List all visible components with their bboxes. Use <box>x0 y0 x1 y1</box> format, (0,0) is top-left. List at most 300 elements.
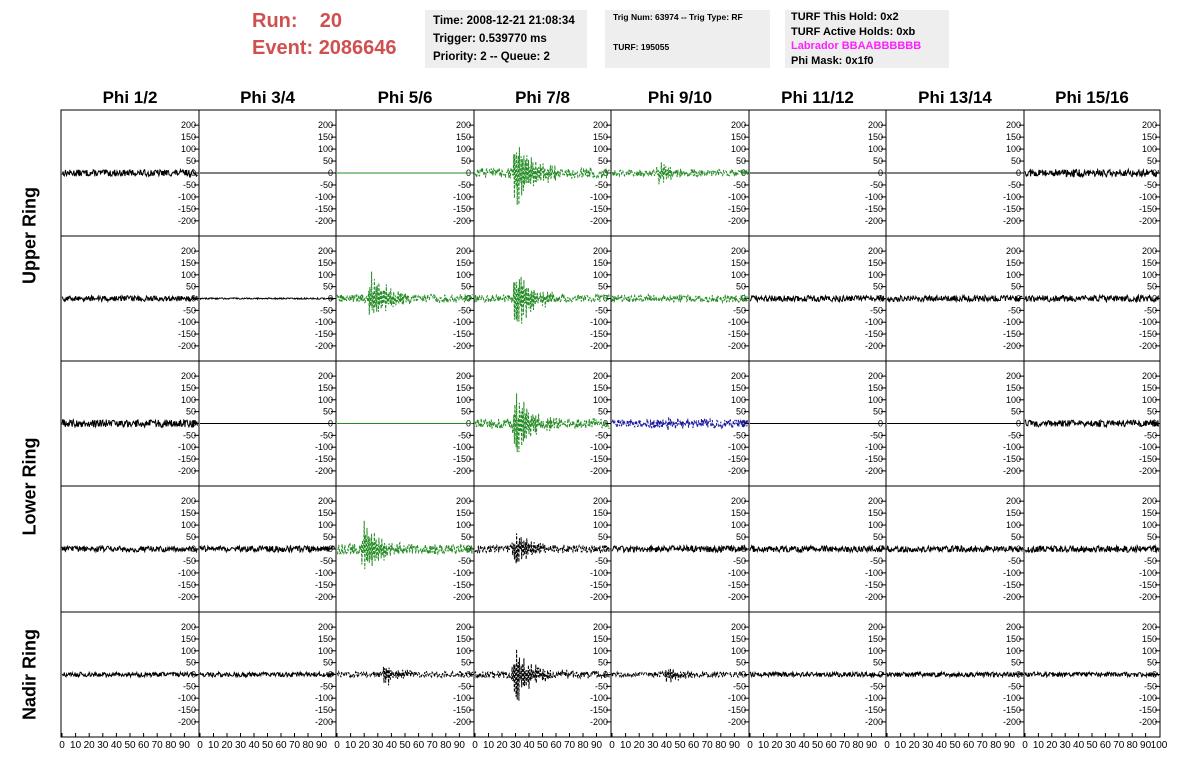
y-tick-label: 150 <box>180 508 196 519</box>
y-tick-label: 50 <box>322 532 333 543</box>
y-tick-label: 200 <box>867 371 883 382</box>
y-tick-label: 150 <box>1141 257 1157 268</box>
y-tick-label: 150 <box>1141 508 1157 519</box>
x-tick-label: 80 <box>1126 740 1138 751</box>
x-tick-label: 70 <box>1113 740 1125 751</box>
y-tick-label: 0 <box>1151 293 1157 304</box>
y-tick-label: -200 <box>314 215 333 226</box>
y-tick-label: -200 <box>589 465 608 476</box>
y-tick-label: -100 <box>1002 567 1021 578</box>
y-tick-label: 200 <box>730 622 746 633</box>
y-tick-label: -200 <box>452 340 471 351</box>
x-tick-label: 30 <box>1059 740 1071 751</box>
x-tick-label: 10 <box>207 740 220 751</box>
y-tick-label: -100 <box>1138 567 1157 578</box>
x-tick-label: 50 <box>536 740 549 751</box>
y-tick-label: -150 <box>1002 579 1021 590</box>
y-tick-label: 0 <box>740 293 746 304</box>
y-tick-label: 0 <box>1015 168 1021 178</box>
y-tick-label: 100 <box>867 645 883 656</box>
y-tick-label: -100 <box>727 317 746 328</box>
y-tick-label: 50 <box>735 657 746 668</box>
y-tick-label: -50 <box>869 179 883 190</box>
panel-r0-c0 <box>61 110 199 236</box>
y-tick-label: 100 <box>1141 520 1157 531</box>
y-tick-label: 100 <box>730 520 746 531</box>
y-tick-label: 150 <box>317 508 333 519</box>
x-tick-label: 10 <box>345 740 357 751</box>
panel-r4-c3 <box>472 612 611 751</box>
run-value: 20 <box>319 10 343 32</box>
panel-r2-c5 <box>749 361 886 486</box>
y-tick-label: 50 <box>1146 532 1157 543</box>
y-tick-label: -150 <box>177 705 196 716</box>
y-tick-label: -200 <box>177 215 196 226</box>
y-tick-label: 50 <box>1010 406 1021 417</box>
y-tick-label: 0 <box>327 418 333 429</box>
y-tick-label: -100 <box>177 442 196 453</box>
y-tick-label: -200 <box>727 215 746 226</box>
run-label: Run: <box>252 10 298 32</box>
y-tick-label: 150 <box>180 633 196 644</box>
y-tick-label: 150 <box>317 382 333 393</box>
y-tick-label: -100 <box>314 567 333 578</box>
ring-label-2: Lower Ring <box>19 437 40 535</box>
x-tick-label: 40 <box>660 740 672 751</box>
y-tick-label: 150 <box>455 257 471 268</box>
panel-r3-c6 <box>886 486 1024 612</box>
x-tick-label: 70 <box>288 740 301 751</box>
panel-r2-c4 <box>611 361 749 486</box>
y-tick-label: 100 <box>180 269 196 280</box>
x-tick-label: 100 <box>1150 740 1168 751</box>
x-tick-label: 50 <box>399 740 411 751</box>
x-tick-label: 90 <box>865 740 878 751</box>
x-tick-label: 90 <box>1003 740 1015 751</box>
y-tick-label: 100 <box>1005 520 1021 531</box>
y-tick-label: -50 <box>732 555 746 566</box>
panel-r0-c3 <box>474 110 611 236</box>
y-tick-label: -50 <box>594 305 608 316</box>
y-tick-label: -50 <box>457 305 471 316</box>
y-tick-label: 50 <box>872 156 883 167</box>
panel-r4-c0 <box>59 612 199 751</box>
y-tick-label: 200 <box>1005 246 1021 257</box>
y-tick-label: -200 <box>864 215 883 226</box>
y-tick-label: 200 <box>180 246 196 257</box>
y-tick-label: 0 <box>602 418 608 429</box>
y-tick-label: -50 <box>319 681 333 692</box>
y-tick-label: 150 <box>730 508 746 519</box>
y-tick-label: -50 <box>1007 305 1021 316</box>
x-tick-label: 70 <box>976 740 988 751</box>
panel-r3-c2 <box>336 486 474 612</box>
y-tick-label: -50 <box>1143 179 1157 190</box>
y-tick-label: 150 <box>317 633 333 644</box>
y-tick-label: 100 <box>180 144 196 155</box>
y-tick-label: 150 <box>1005 633 1021 644</box>
x-tick-label: 50 <box>1086 740 1098 751</box>
x-tick-label: 0 <box>334 740 340 751</box>
x-tick-label: 90 <box>315 740 328 751</box>
x-tick-label: 70 <box>426 740 438 751</box>
y-tick-label: 0 <box>465 669 471 680</box>
panel-r3-c0 <box>61 486 199 612</box>
y-tick-label: -100 <box>589 317 608 328</box>
y-tick-label: -150 <box>1138 329 1157 340</box>
y-tick-label: -100 <box>452 693 471 704</box>
y-tick-label: -200 <box>177 716 196 727</box>
panel-r1-c4 <box>611 236 749 361</box>
x-tick-label: 20 <box>83 740 95 751</box>
panel-r0-c5 <box>749 110 886 236</box>
y-tick-label: 150 <box>867 382 883 393</box>
x-tick-label: 10 <box>757 740 770 751</box>
y-tick-label: 200 <box>1141 496 1157 507</box>
y-tick-label: 150 <box>730 257 746 268</box>
y-tick-label: 150 <box>1141 633 1157 644</box>
x-tick-label: 40 <box>798 740 810 751</box>
y-tick-label: 50 <box>1010 156 1021 167</box>
y-tick-label: 150 <box>180 257 196 268</box>
y-tick-label: 50 <box>460 406 471 417</box>
y-tick-label: 100 <box>867 394 883 405</box>
x-tick-label: 70 <box>701 740 713 751</box>
panel-r0-c2 <box>336 110 474 236</box>
y-tick-label: -200 <box>589 340 608 351</box>
y-tick-label: -200 <box>864 591 883 602</box>
y-tick-label: -200 <box>1002 465 1021 476</box>
y-tick-label: 100 <box>1141 144 1157 155</box>
y-tick-label: 0 <box>190 418 196 429</box>
phi-header-3: Phi 5/6 <box>377 88 433 107</box>
phi-header-4: Phi 7/8 <box>515 88 570 107</box>
x-tick-label: 0 <box>472 740 478 751</box>
phi-header-2: Phi 3/4 <box>240 88 295 107</box>
y-tick-label: -50 <box>732 430 746 441</box>
y-tick-label: 0 <box>190 168 196 178</box>
y-tick-label: 50 <box>1146 281 1157 292</box>
labrador-text: Labrador BBAABBBBBB <box>791 40 922 52</box>
y-tick-label: 200 <box>317 371 333 382</box>
panel-r0-c4 <box>611 110 749 236</box>
y-tick-label: 50 <box>872 406 883 417</box>
panel-r0-c7 <box>1024 110 1160 236</box>
y-tick-label: 100 <box>317 144 333 155</box>
y-tick-label: -150 <box>1138 454 1157 465</box>
panel-r3-c5 <box>749 486 886 612</box>
y-tick-label: -150 <box>589 329 608 340</box>
y-tick-label: -200 <box>1002 340 1021 351</box>
y-tick-label: -50 <box>1007 430 1021 441</box>
y-tick-label: -100 <box>727 191 746 202</box>
y-tick-label: 200 <box>592 371 608 382</box>
x-tick-label: 20 <box>496 740 508 751</box>
y-tick-label: 200 <box>730 246 746 257</box>
y-tick-label: 100 <box>317 520 333 531</box>
y-tick-label: 200 <box>317 496 333 507</box>
x-tick-label: 60 <box>1099 740 1111 751</box>
y-tick-label: -50 <box>182 179 196 190</box>
y-tick-label: -200 <box>727 465 746 476</box>
panel-r2-c0 <box>61 361 199 486</box>
y-tick-label: -150 <box>1138 579 1157 590</box>
panel-r1-c1 <box>199 236 336 361</box>
y-tick-label: 0 <box>877 293 883 304</box>
y-tick-label: 200 <box>455 246 471 257</box>
y-tick-label: -100 <box>864 442 883 453</box>
y-tick-label: 50 <box>1010 532 1021 543</box>
y-tick-label: -200 <box>864 716 883 727</box>
y-tick-label: -50 <box>182 555 196 566</box>
y-tick-label: -200 <box>589 215 608 226</box>
x-tick-label: 60 <box>550 740 562 751</box>
y-tick-label: -100 <box>177 567 196 578</box>
y-tick-label: 0 <box>327 293 333 304</box>
x-tick-label: 90 <box>1140 740 1152 751</box>
trigger-text: Trigger: 0.539770 ms <box>433 33 547 45</box>
y-tick-label: 150 <box>730 633 746 644</box>
y-tick-label: 100 <box>730 394 746 405</box>
x-tick-label: 0 <box>609 740 615 751</box>
y-tick-label: 100 <box>1005 394 1021 405</box>
x-tick-label: 50 <box>811 740 824 751</box>
y-tick-label: 100 <box>455 645 471 656</box>
y-tick-label: 50 <box>597 657 608 668</box>
y-tick-label: 200 <box>1141 120 1157 131</box>
y-tick-label: -100 <box>314 317 333 328</box>
y-tick-label: -150 <box>314 579 333 590</box>
y-tick-label: 0 <box>465 168 471 178</box>
y-tick-label: 50 <box>735 406 746 417</box>
y-tick-label: 150 <box>180 382 196 393</box>
y-tick-label: 150 <box>592 508 608 519</box>
y-tick-label: -100 <box>177 191 196 202</box>
y-tick-label: 50 <box>872 657 883 668</box>
x-tick-label: 30 <box>97 740 109 751</box>
y-tick-label: 150 <box>1141 132 1157 143</box>
x-tick-label: 20 <box>908 740 920 751</box>
y-tick-label: 200 <box>180 120 196 131</box>
x-tick-label: 0 <box>1022 740 1028 751</box>
y-tick-label: 0 <box>190 669 196 680</box>
y-tick-label: -150 <box>314 454 333 465</box>
x-tick-label: 90 <box>178 740 190 751</box>
y-tick-label: 150 <box>1005 257 1021 268</box>
y-tick-label: -150 <box>589 203 608 214</box>
time-text: Time: 2008-12-21 21:08:34 <box>433 15 575 27</box>
y-tick-label: 200 <box>867 120 883 131</box>
y-tick-label: -50 <box>594 681 608 692</box>
priority-text: Priority: 2 -- Queue: 2 <box>433 51 550 63</box>
y-tick-label: 100 <box>455 269 471 280</box>
y-tick-label: 50 <box>460 657 471 668</box>
y-tick-label: -200 <box>452 215 471 226</box>
y-tick-label: -50 <box>319 430 333 441</box>
y-tick-label: 50 <box>1010 657 1021 668</box>
panel-r4-c7 <box>1022 612 1168 751</box>
y-tick-label: -100 <box>452 567 471 578</box>
turf-text: TURF: 195055 <box>613 42 670 52</box>
y-tick-label: -150 <box>177 579 196 590</box>
y-tick-label: -100 <box>589 693 608 704</box>
y-tick-label: 200 <box>180 622 196 633</box>
y-tick-label: 150 <box>730 382 746 393</box>
x-tick-label: 90 <box>590 740 603 751</box>
y-tick-label: 150 <box>317 257 333 268</box>
y-tick-label: -200 <box>864 340 883 351</box>
y-tick-label: 200 <box>592 120 608 131</box>
y-tick-label: 0 <box>1015 293 1021 304</box>
y-tick-label: -200 <box>452 591 471 602</box>
y-tick-label: -100 <box>314 191 333 202</box>
y-tick-label: -200 <box>314 591 333 602</box>
y-tick-label: 100 <box>592 520 608 531</box>
y-tick-label: 150 <box>867 508 883 519</box>
y-tick-label: 150 <box>592 382 608 393</box>
y-tick-label: 50 <box>460 532 471 543</box>
y-tick-label: 0 <box>465 418 471 429</box>
x-tick-label: 80 <box>165 740 177 751</box>
y-tick-label: 100 <box>1005 269 1021 280</box>
panel-r3-c1 <box>199 486 336 612</box>
y-tick-label: 100 <box>180 394 196 405</box>
y-tick-label: 100 <box>455 144 471 155</box>
y-tick-label: 150 <box>455 508 471 519</box>
phi-header-5: Phi 9/10 <box>647 88 713 107</box>
y-tick-label: 0 <box>877 418 883 429</box>
y-tick-label: 50 <box>322 657 333 668</box>
y-tick-label: 150 <box>1005 508 1021 519</box>
y-tick-label: -200 <box>1138 591 1157 602</box>
y-tick-label: -50 <box>732 681 746 692</box>
y-tick-label: 200 <box>455 371 471 382</box>
y-tick-label: 50 <box>1146 156 1157 167</box>
panel-r2-c1 <box>199 361 336 486</box>
y-tick-label: 50 <box>735 281 746 292</box>
y-tick-label: -100 <box>1138 693 1157 704</box>
x-tick-label: 50 <box>949 740 961 751</box>
y-tick-label: -50 <box>457 555 471 566</box>
y-tick-label: -100 <box>1138 191 1157 202</box>
x-tick-label: 80 <box>715 740 727 751</box>
y-tick-label: -150 <box>177 329 196 340</box>
y-tick-label: -150 <box>314 203 333 214</box>
x-tick-label: 80 <box>302 740 314 751</box>
ring-label-3: Nadir Ring <box>19 628 40 720</box>
y-tick-label: 50 <box>1010 281 1021 292</box>
y-tick-label: -150 <box>864 454 883 465</box>
y-tick-label: -150 <box>864 705 883 716</box>
panel-r4-c6 <box>884 612 1024 751</box>
y-tick-label: 100 <box>180 645 196 656</box>
x-tick-label: 10 <box>895 740 907 751</box>
y-tick-label: -100 <box>1138 442 1157 453</box>
y-tick-label: 50 <box>460 156 471 167</box>
panel-r0-c1 <box>199 110 336 236</box>
y-tick-label: -50 <box>732 305 746 316</box>
y-tick-label: 100 <box>592 144 608 155</box>
y-tick-label: 0 <box>190 293 196 304</box>
y-tick-label: -100 <box>314 693 333 704</box>
y-tick-label: -50 <box>1143 681 1157 692</box>
y-tick-label: 100 <box>1141 269 1157 280</box>
y-tick-label: -50 <box>732 179 746 190</box>
y-tick-label: 0 <box>740 544 746 554</box>
y-tick-label: 50 <box>872 532 883 543</box>
y-tick-label: 200 <box>1005 120 1021 131</box>
y-tick-label: 0 <box>1151 669 1157 680</box>
y-tick-label: 50 <box>322 156 333 167</box>
x-tick-label: 40 <box>248 740 260 751</box>
x-tick-label: 80 <box>852 740 864 751</box>
panel-r1-c6 <box>886 236 1024 361</box>
y-tick-label: -50 <box>457 681 471 692</box>
y-tick-label: -200 <box>1002 591 1021 602</box>
x-tick-label: 90 <box>453 740 465 751</box>
y-tick-label: 150 <box>592 132 608 143</box>
x-tick-label: 40 <box>385 740 397 751</box>
y-tick-label: 200 <box>867 622 883 633</box>
y-tick-label: 100 <box>592 269 608 280</box>
y-tick-label: -100 <box>1002 191 1021 202</box>
y-tick-label: -200 <box>1138 340 1157 351</box>
panel-r2-c6 <box>886 361 1024 486</box>
panel-r4-c5 <box>747 612 886 751</box>
y-tick-label: -50 <box>869 430 883 441</box>
y-tick-label: -150 <box>589 579 608 590</box>
y-tick-label: -150 <box>727 329 746 340</box>
y-tick-label: 100 <box>1141 394 1157 405</box>
y-tick-label: -150 <box>452 329 471 340</box>
panel-r4-c2 <box>334 612 474 751</box>
y-tick-label: -100 <box>727 693 746 704</box>
y-tick-label: -50 <box>594 179 608 190</box>
x-tick-label: 0 <box>197 740 203 751</box>
y-tick-label: 50 <box>185 532 196 543</box>
y-tick-label: 200 <box>730 120 746 131</box>
y-tick-label: 200 <box>455 120 471 131</box>
y-tick-label: 100 <box>1005 645 1021 656</box>
y-tick-label: -100 <box>727 442 746 453</box>
y-tick-label: 0 <box>740 418 746 429</box>
y-tick-label: 150 <box>1005 132 1021 143</box>
y-tick-label: -200 <box>1002 215 1021 226</box>
y-tick-label: -150 <box>727 203 746 214</box>
y-tick-label: -50 <box>594 430 608 441</box>
x-tick-label: 20 <box>358 740 370 751</box>
panel-r4-c4 <box>609 612 749 751</box>
x-tick-label: 70 <box>151 740 163 751</box>
y-tick-label: 150 <box>592 633 608 644</box>
y-tick-label: 50 <box>597 406 608 417</box>
y-tick-label: -100 <box>589 442 608 453</box>
y-tick-label: 50 <box>1146 657 1157 668</box>
panel-r0-c6 <box>886 110 1024 236</box>
y-tick-label: -200 <box>177 591 196 602</box>
y-tick-label: -50 <box>319 555 333 566</box>
y-tick-label: -100 <box>1002 317 1021 328</box>
y-tick-label: 200 <box>1005 496 1021 507</box>
y-tick-label: 50 <box>322 281 333 292</box>
x-tick-label: 50 <box>674 740 686 751</box>
y-tick-label: 50 <box>460 281 471 292</box>
phi-header-6: Phi 11/12 <box>781 88 854 107</box>
y-tick-label: 100 <box>730 269 746 280</box>
y-tick-label: -50 <box>869 681 883 692</box>
y-tick-label: 150 <box>867 257 883 268</box>
y-tick-label: 200 <box>180 371 196 382</box>
